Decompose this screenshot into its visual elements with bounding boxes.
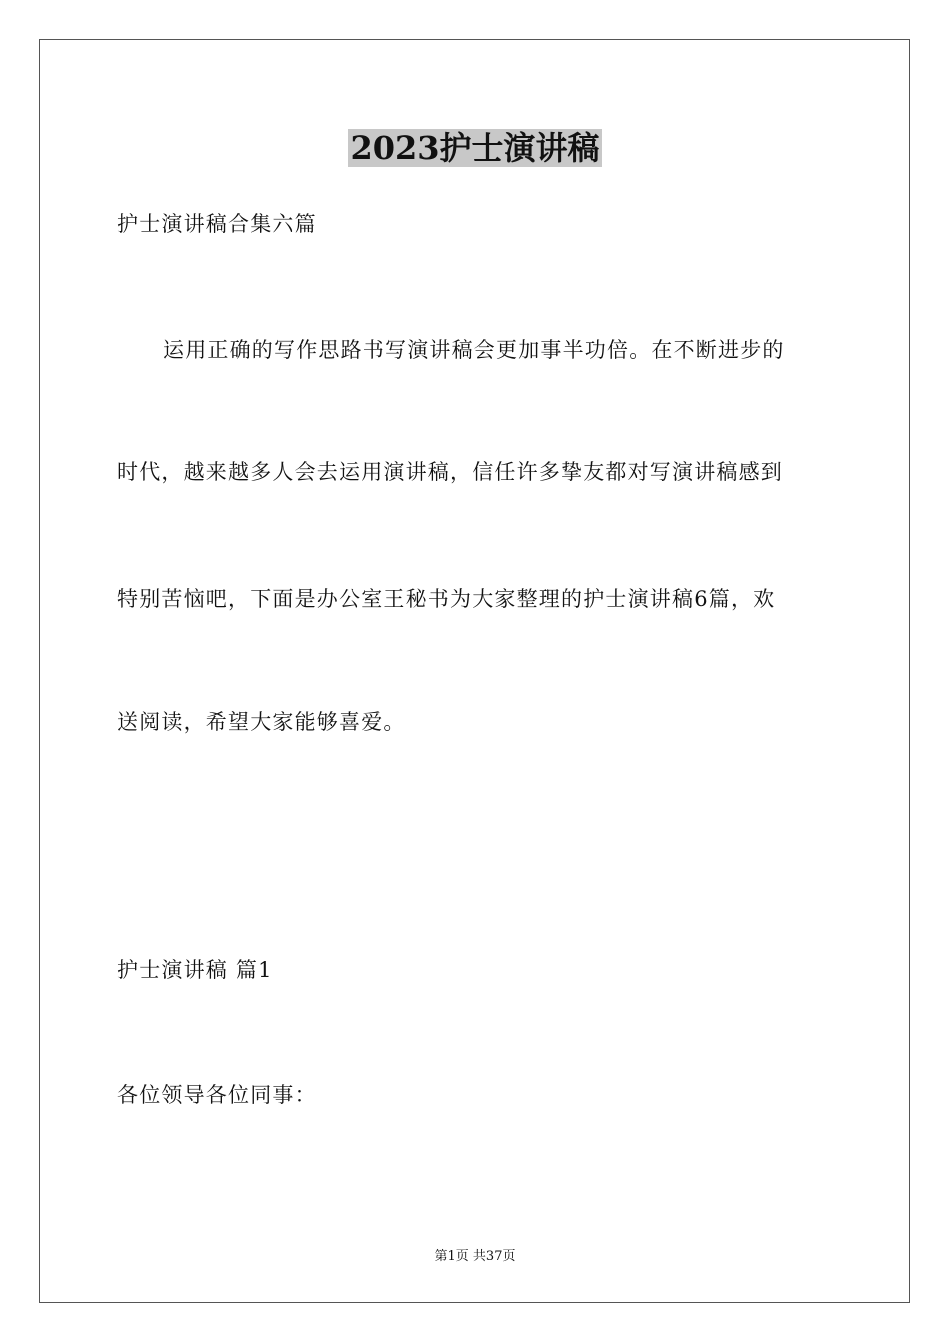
- intro-line-2: 时代，越来越多人会去运用演讲稿，信任许多挚友都对写演讲稿感到: [117, 460, 783, 484]
- intro-line-4: 送阅读，希望大家能够喜爱。: [117, 710, 406, 734]
- document-subtitle: 护士演讲稿合集六篇: [117, 212, 317, 236]
- document-title: [0, 126, 950, 170]
- intro-line-1: 运用正确的写作思路书写演讲稿会更加事半功倍。在不断进步的: [163, 338, 785, 362]
- page-footer: 第1页 共37页: [434, 1249, 516, 1264]
- section-heading: 护士演讲稿 篇1: [117, 958, 273, 982]
- intro-line-3: 特别苦恼吧，下面是办公室王秘书为大家整理的护士演讲稿6篇，欢: [117, 587, 776, 611]
- salutation: 各位领导各位同事：: [117, 1083, 317, 1107]
- document-title-text: 2023护士演讲稿: [350, 129, 600, 167]
